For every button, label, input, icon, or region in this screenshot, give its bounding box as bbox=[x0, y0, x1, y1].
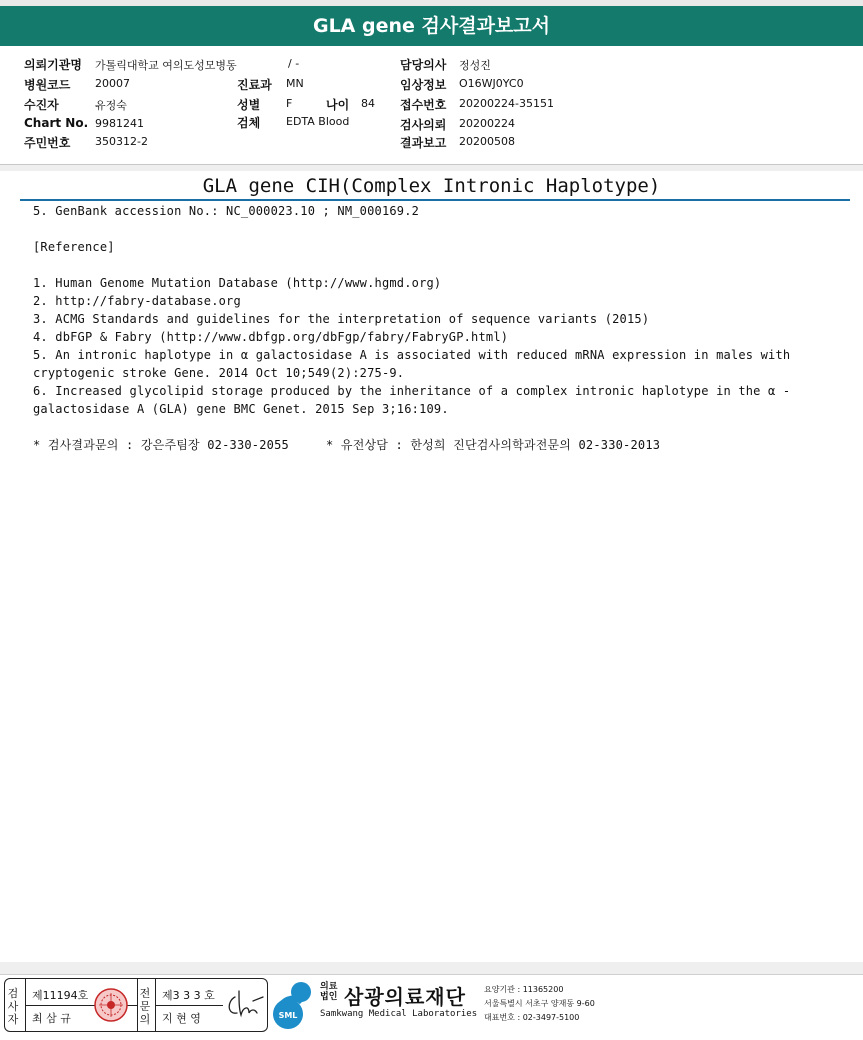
reviewer-license-no: 제3 3 3 호 bbox=[162, 989, 215, 1002]
doctor-value: 정성진 bbox=[459, 59, 491, 72]
handwritten-signature-icon bbox=[223, 987, 265, 1023]
logo-prefix bbox=[320, 982, 337, 1002]
specimen-label: 검체 bbox=[237, 116, 261, 130]
report-title: GLA gene 검사결과보고서 bbox=[0, 6, 863, 46]
sex-label: 성별 bbox=[237, 98, 261, 112]
contact-line: * 검사결과문의 : 강은주팀장 02-330-2055 * 유전상담 : 한성희 진단검사의학과전문의 02-330-2013 bbox=[33, 438, 661, 452]
report-date-label: 결과보고 bbox=[400, 136, 447, 150]
official-seal-icon bbox=[93, 987, 129, 1023]
dept-value: MN bbox=[286, 77, 304, 90]
logo-badge: SML bbox=[278, 1011, 298, 1020]
reference-heading: [Reference] bbox=[33, 240, 115, 254]
reviewer-vertical-label: 전문의 bbox=[139, 987, 151, 1026]
report-content bbox=[33, 202, 823, 454]
resident-id-value: 350312-2 bbox=[95, 135, 148, 148]
sex-value: F bbox=[286, 97, 293, 110]
section-underline bbox=[20, 199, 850, 201]
clinical-value: O16WJ0YC0 bbox=[459, 77, 524, 90]
institution-label: 의뢰기관명 bbox=[24, 58, 82, 72]
section-title: GLA gene CIH(Complex Intronic Haplotype) bbox=[202, 175, 661, 197]
doctor-label: 담당의사 bbox=[400, 58, 447, 72]
hospital-code-label: 병원코드 bbox=[24, 78, 71, 92]
patient-label: 수진자 bbox=[24, 98, 59, 112]
age-label: 나이 bbox=[326, 98, 350, 112]
sml-logo-icon bbox=[272, 980, 318, 1030]
reference-item: 5. An intronic haplotype in α galactosidase A is associated with reduced mRNA expression in males with cryptogenic stroke Gene. 2014 Oct 10;549(2):275-9. bbox=[33, 348, 791, 380]
reference-item: 6. Increased glycolipid storage produced by the inheritance of a complex intronic haplotype in the α -galactosidase A (GLA) gene BMC Genet. 2015 Sep 3;16:109. bbox=[33, 384, 791, 416]
logo-prefix-line: 의료 bbox=[320, 982, 338, 992]
logo-name: 삼광의료재단 bbox=[344, 985, 466, 1009]
clinical-label: 임상정보 bbox=[400, 78, 447, 92]
reference-item: 4. dbFGP & Fabry (http://www.dbfgp.org/dbFgp/fabry/FabryGP.html) bbox=[33, 330, 509, 344]
hospital-code-value: 20007 bbox=[95, 77, 130, 90]
institution-code: 요양기관 : 11365200 bbox=[484, 985, 564, 994]
request-value: 20200224 bbox=[459, 117, 515, 130]
section-band bbox=[0, 165, 863, 171]
genbank-line: 5. GenBank accession No.: NC_000023.10 ; NM_000169.2 bbox=[33, 204, 420, 218]
specimen-value: EDTA Blood bbox=[286, 115, 350, 128]
patient-value: 유정숙 bbox=[95, 99, 127, 112]
ward-value: / - bbox=[288, 57, 300, 70]
logo-prefix-line: 법인 bbox=[320, 992, 338, 1002]
main-phone: 대표번호 : 02-3497-5100 bbox=[484, 1013, 580, 1022]
resident-id-label: 주민번호 bbox=[24, 136, 71, 150]
dept-label: 진료과 bbox=[237, 78, 272, 92]
receipt-value: 20200224-35151 bbox=[459, 97, 554, 110]
signature-box bbox=[4, 978, 268, 1032]
examiner-vertical-label: 검사자 bbox=[7, 987, 19, 1026]
patient-info-panel bbox=[0, 46, 863, 164]
examiner-name: 최 삼 규 bbox=[32, 1012, 71, 1025]
logo-english-name: Samkwang Medical Laboratories bbox=[320, 1009, 478, 1019]
chart-no-label: Chart No. bbox=[24, 116, 89, 130]
reference-item: 1. Human Genome Mutation Database (http://www.hgmd.org) bbox=[33, 276, 442, 290]
examiner-license-no: 제11194호 bbox=[32, 989, 89, 1002]
institution-value: 가톨릭대학교 여의도성모병동 bbox=[95, 59, 237, 72]
footer-divider bbox=[0, 974, 863, 975]
report-date-value: 20200508 bbox=[459, 135, 515, 148]
reviewer-name: 지 현 영 bbox=[162, 1012, 201, 1025]
reference-item: 2. http://fabry-database.org bbox=[33, 294, 241, 308]
receipt-label: 접수번호 bbox=[400, 98, 447, 112]
address: 서울특별시 서초구 양재동 9-60 bbox=[484, 999, 595, 1008]
age-value: 84 bbox=[361, 97, 375, 110]
request-label: 검사의뢰 bbox=[400, 118, 447, 132]
chart-no-value: 9981241 bbox=[95, 117, 144, 130]
reference-item: 3. ACMG Standards and guidelines for the interpretation of sequence variants (2015) bbox=[33, 312, 650, 326]
footer-band bbox=[0, 962, 863, 974]
